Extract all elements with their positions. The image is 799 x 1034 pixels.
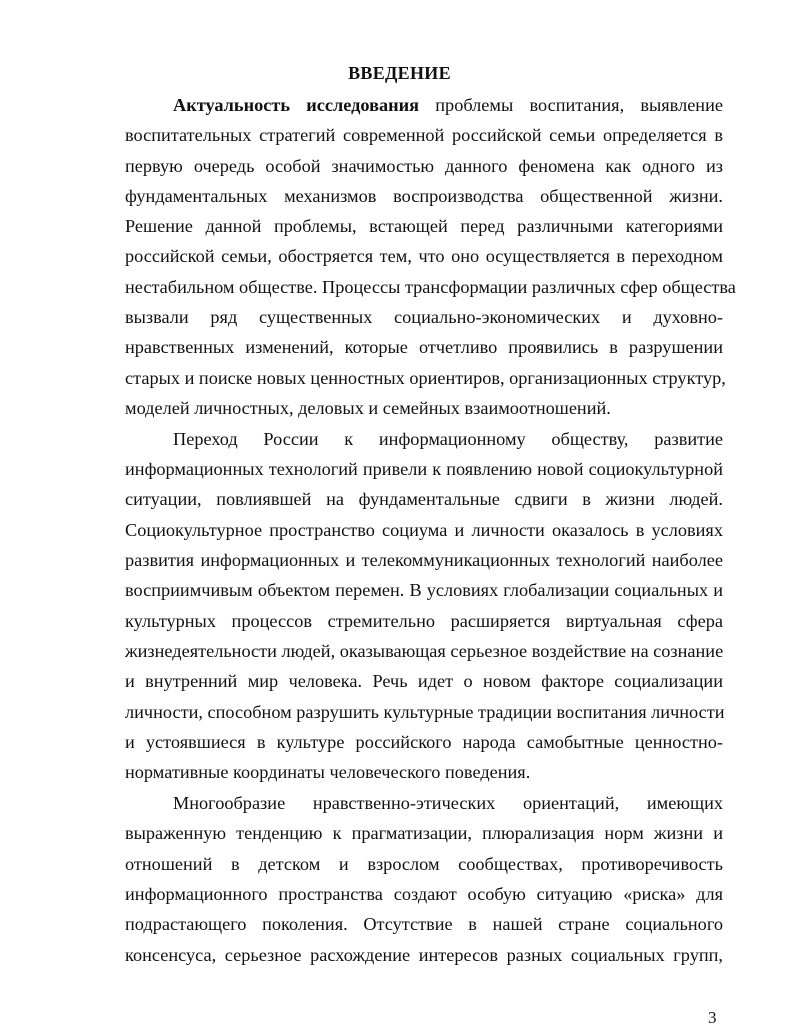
text-line [125, 454, 723, 484]
line-text: старых и поиске новых ценностных ориентиров, организационных структур, [125, 367, 726, 388]
text-line [125, 879, 723, 909]
text-line [125, 181, 723, 211]
text-line [125, 940, 723, 970]
line-text: Многообразие нравственно-этических ориентаций, имеющих [173, 793, 723, 814]
line-text: проблемы воспитания, выявление [419, 95, 723, 115]
bold-lead-text: Актуальность исследования [173, 95, 420, 115]
document-body [125, 90, 736, 970]
text-line [125, 788, 723, 818]
text-line [125, 424, 723, 454]
line-text: нестабильном обществе. Процессы трансформации различных сфер общества [125, 276, 736, 297]
text-line [125, 666, 723, 696]
paragraph [125, 90, 736, 423]
text-line [125, 272, 736, 302]
line-text: нормативные координаты человеческого поведения. [125, 762, 531, 783]
line-text: первую очередь особой значимостью данного феномена как одного из [125, 155, 723, 176]
line-text: консенсуса, серьезное расхождение интересов разных социальных групп, [125, 944, 723, 965]
text-line [125, 363, 726, 393]
text-line [125, 332, 723, 362]
text-line [125, 636, 723, 666]
line-text: подрастающего поколения. Отсутствие в нашей стране социального [125, 914, 723, 935]
text-line [125, 393, 723, 423]
text-line [125, 211, 723, 241]
line-text: личности, способном разрушить культурные традиции воспитания личности [125, 701, 725, 722]
line-text: нравственных изменений, которые отчетливо проявились в разрушении [125, 337, 723, 358]
text-line [125, 757, 723, 787]
line-text: отношений в детском и взрослом сообществах, противоречивость [125, 853, 723, 874]
line-text: и внутренний мир человека. Речь идет о новом факторе социализации [125, 671, 723, 692]
line-text: восприимчивым объектом перемен. В условиях глобализации социальных и [125, 580, 723, 601]
line-text: информационных технологий привели к появлению новой социокультурной [125, 459, 723, 480]
text-line [125, 697, 723, 727]
line-text: культурных процессов стремительно расширяется виртуальная сфера [125, 610, 723, 631]
line-text: Переход России к информационному обществу, развитие [173, 428, 723, 449]
text-line [125, 151, 723, 181]
line-text: моделей личностных, деловых и семейных взаимоотношений. [125, 397, 611, 418]
text-line [125, 849, 723, 879]
line-text: и устоявшиеся в культуре российского народа самобытные ценностно- [125, 731, 723, 752]
text-line [125, 241, 723, 271]
line-text: воспитательных стратегий современной российской семьи определяется в [125, 125, 723, 146]
page-title: ВВЕДЕНИЕ [348, 63, 451, 83]
text-line [125, 545, 723, 575]
text-line [125, 727, 723, 757]
line-text: ситуации, повлиявшей на фундаментальные сдвиги в жизни людей. [125, 489, 723, 510]
line-text: развития информационных и телекоммуникационных технологий наиболее [125, 550, 723, 571]
text-line [125, 606, 723, 636]
paragraph [125, 788, 723, 970]
line-text: российской семьи, обостряется тем, что оно осуществляется в переходном [125, 246, 723, 267]
line-text: Социокультурное пространство социума и личности оказалось в условиях [125, 519, 723, 540]
text-line [125, 302, 723, 332]
line-text: вызвали ряд существенных социально-экономических и духовно- [125, 307, 723, 328]
page-number: 3 [708, 1008, 717, 1027]
paragraph [125, 424, 723, 788]
line-text: жизнедеятельности людей, оказывающая серьезное воздействие на сознание [125, 640, 724, 661]
text-line [125, 120, 723, 150]
text-line [125, 90, 723, 120]
text-line [125, 909, 723, 939]
line-text: информационного пространства создают особую ситуацию «риска» для [125, 883, 723, 904]
text-line [125, 575, 723, 605]
text-line [125, 484, 723, 514]
line-text: Решение данной проблемы, встающей перед различными категориями [125, 216, 723, 237]
line-text: фундаментальных механизмов воспроизводства общественной жизни. [125, 185, 723, 206]
text-line [125, 818, 723, 848]
text-line [125, 515, 723, 545]
line-text: выраженную тенденцию к прагматизации, плюрализация норм жизни и [125, 823, 723, 844]
